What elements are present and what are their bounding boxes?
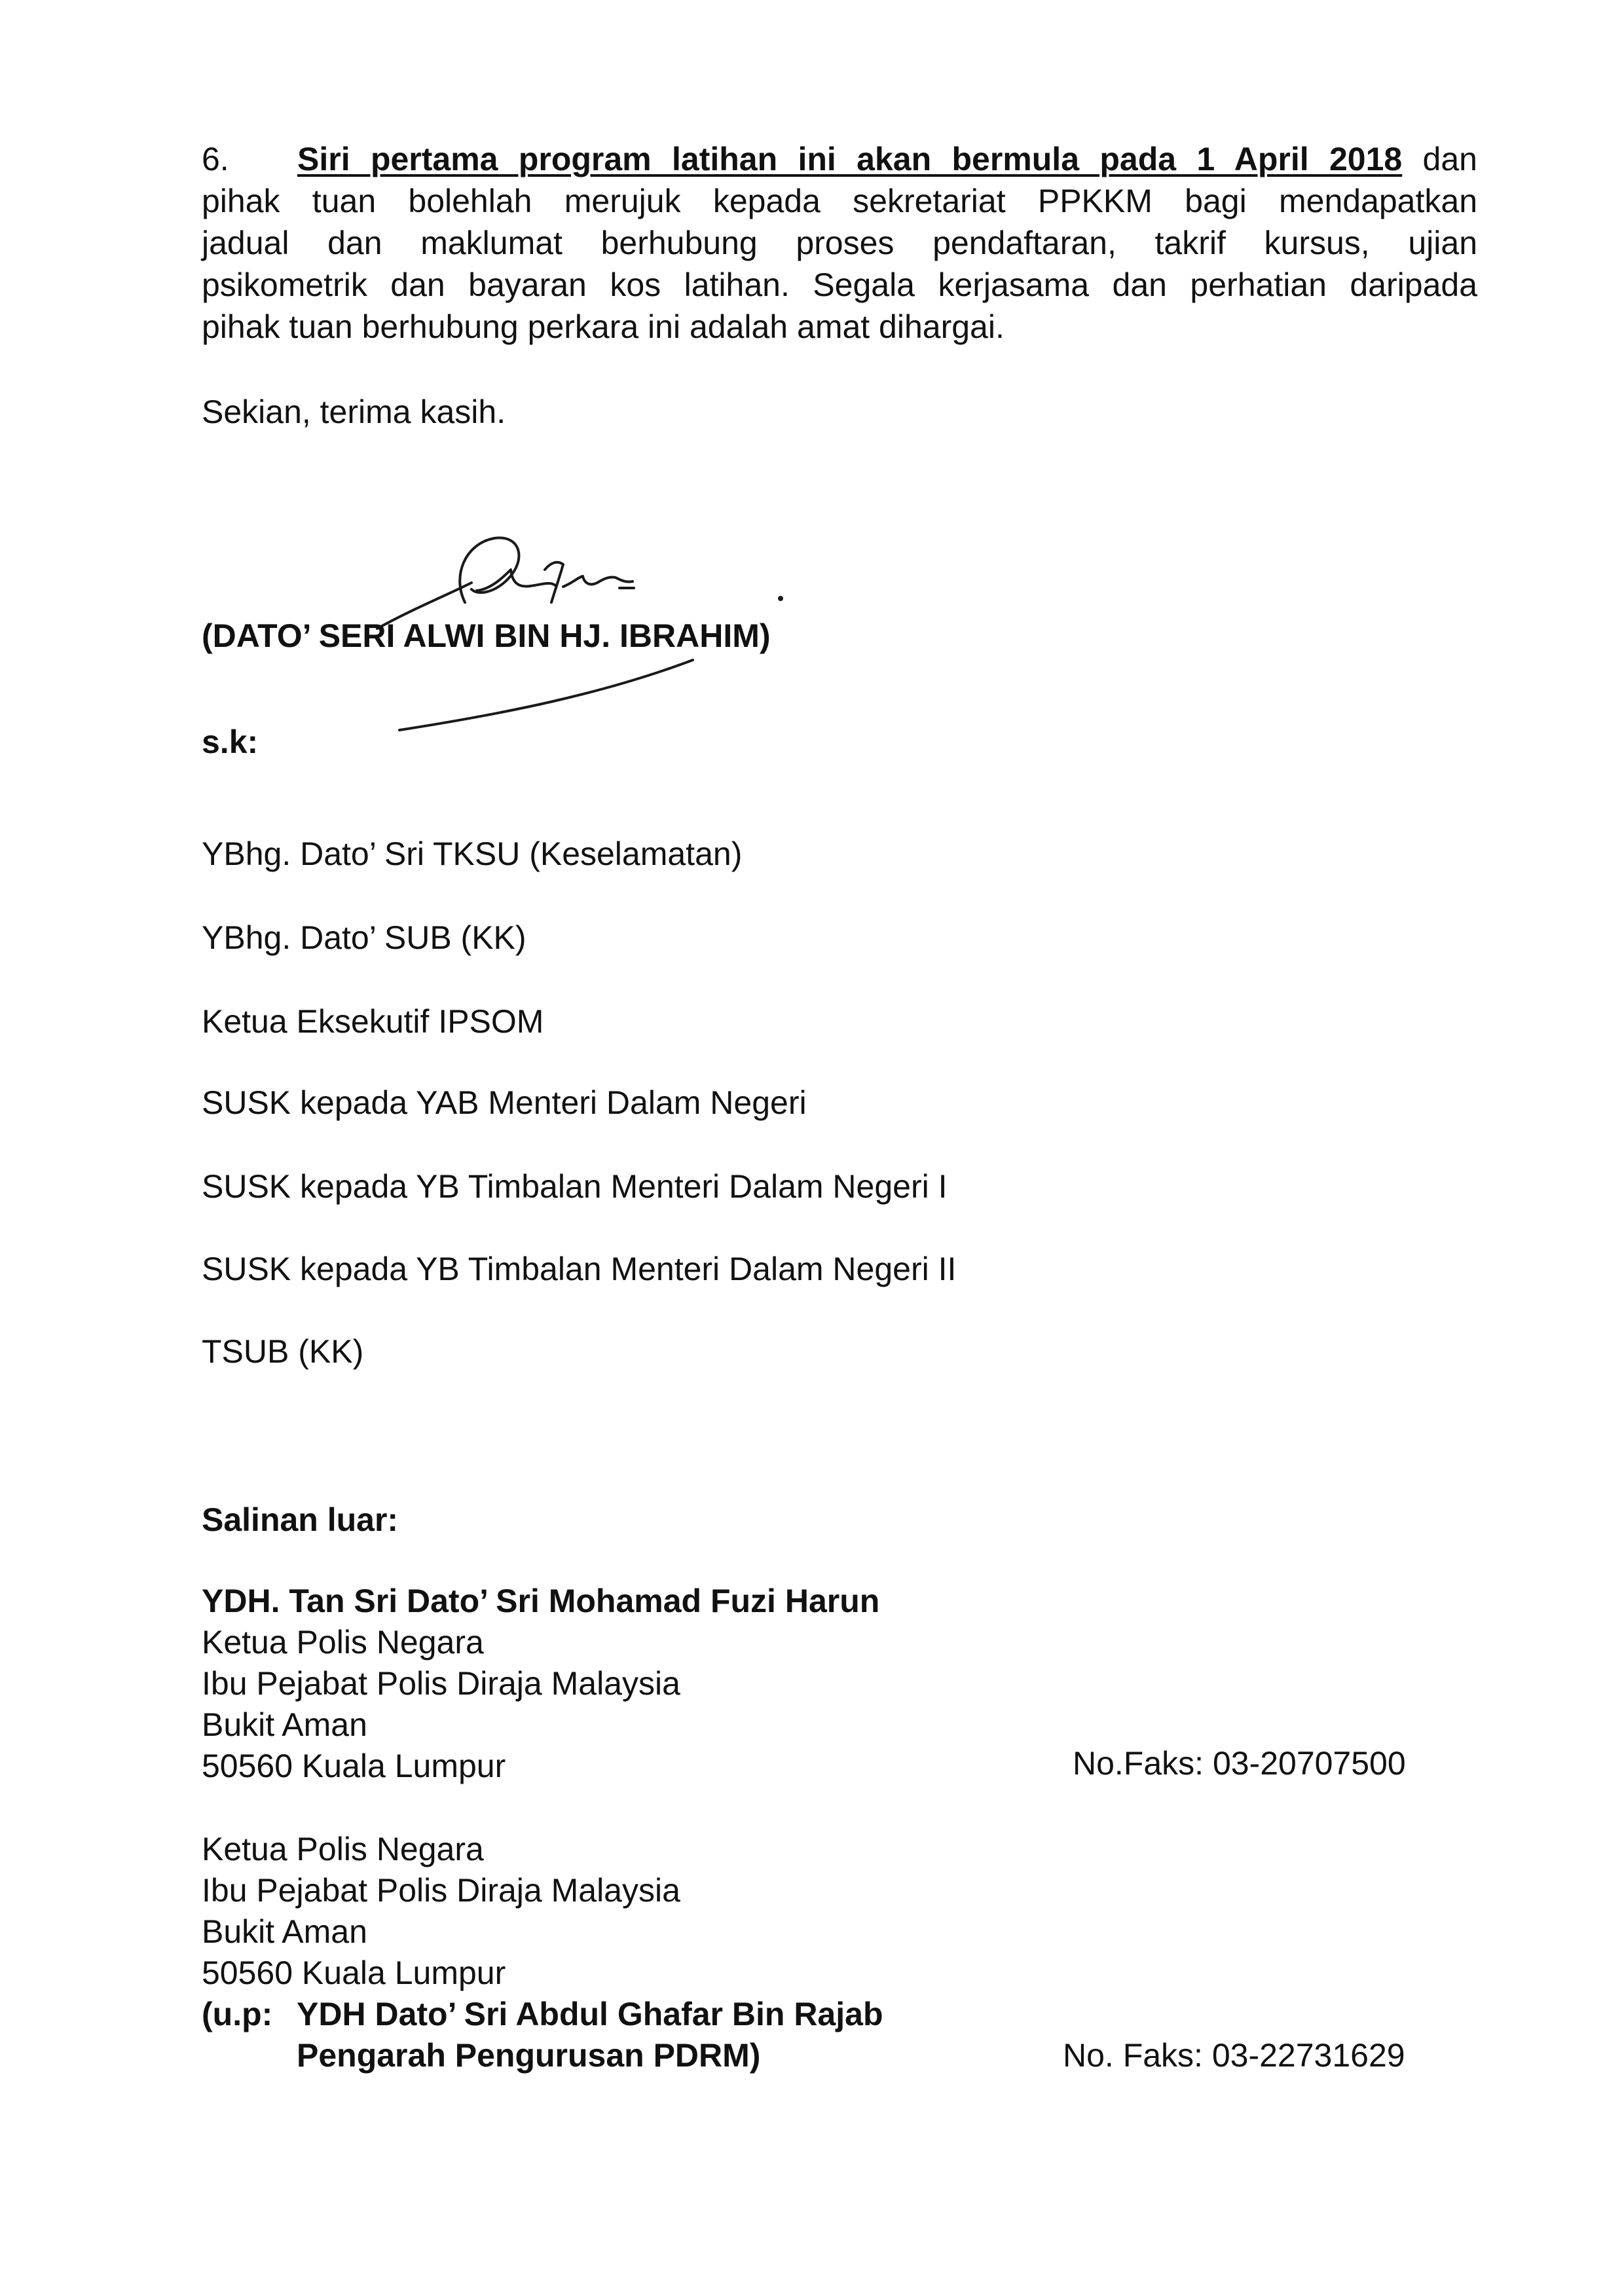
cc-item: SUSK kepada YB Timbalan Menteri Dalam Negeri I xyxy=(202,1168,948,1205)
recipient-1-line: Ketua Polis Negara xyxy=(202,1624,484,1661)
paragraph-line-5: pihak tuan berhubung perkara ini adalah amat dihargai. xyxy=(202,308,1005,345)
cc-item: YBhg. Dato’ SUB (KK) xyxy=(202,919,526,956)
recipient-2-line: Ibu Pejabat Polis Diraja Malaysia xyxy=(202,1872,680,1909)
paragraph-line-1 xyxy=(202,139,1477,181)
recipient-2-attn-prefix: (u.p: xyxy=(202,1996,273,2032)
recipient-2-fax: No. Faks: 03-22731629 xyxy=(1063,2037,1405,2074)
signatory-name: (DATO’ SERI ALWI BIN HJ. IBRAHIM) xyxy=(202,617,771,654)
recipient-1-line: Ibu Pejabat Polis Diraja Malaysia xyxy=(202,1665,680,1702)
paragraph-line-1-tail: dan xyxy=(1402,141,1477,177)
cc-item: SUSK kepada YAB Menteri Dalam Negeri xyxy=(202,1084,807,1121)
recipient-2-attn-name: YDH Dato’ Sri Abdul Ghafar Bin Rajab xyxy=(297,1996,883,2032)
recipient-1-name: YDH. Tan Sri Dato’ Sri Mohamad Fuzi Harun xyxy=(202,1583,880,1619)
paragraph-bold-text: Siri pertama program latihan ini akan bermula pada 1 April 2018 xyxy=(297,141,1403,177)
recipient-1-fax: No.Faks: 03-20707500 xyxy=(1073,1745,1406,1782)
recipient-2-line: Bukit Aman xyxy=(202,1913,367,1950)
cc-item: Ketua Eksekutif IPSOM xyxy=(202,1003,544,1040)
paragraph-6 xyxy=(202,139,1477,348)
recipient-2-attn-title: Pengarah Pengurusan PDRM) xyxy=(297,2037,761,2074)
cc-item: TSUB (KK) xyxy=(202,1333,364,1370)
cc-label: s.k: xyxy=(202,724,259,760)
recipient-2-line: Ketua Polis Negara xyxy=(202,1831,484,1867)
external-copy-label: Salinan luar: xyxy=(202,1501,399,1538)
paragraph-line-2: pihak tuan bolehlah merujuk kepada sekretariat PPKKM bagi mendapatkan xyxy=(202,183,1477,219)
closing-text: Sekian, terima kasih. xyxy=(202,394,506,430)
cc-item: SUSK kepada YB Timbalan Menteri Dalam Negeri II xyxy=(202,1251,957,1287)
cc-item: YBhg. Dato’ Sri TKSU (Keselamatan) xyxy=(202,835,743,872)
paragraph-line-3: jadual dan maklumat berhubung proses pendaftaran, takrif kursus, ujian xyxy=(202,225,1477,261)
paragraph-line-4: psikometrik dan bayaran kos latihan. Segala kerjasama dan perhatian daripada xyxy=(202,266,1477,303)
recipient-1-line: Bukit Aman xyxy=(202,1706,367,1743)
recipient-1-line: 50560 Kuala Lumpur xyxy=(202,1748,506,1784)
paragraph-number: 6. xyxy=(202,141,229,177)
recipient-2-line: 50560 Kuala Lumpur xyxy=(202,1955,506,1991)
